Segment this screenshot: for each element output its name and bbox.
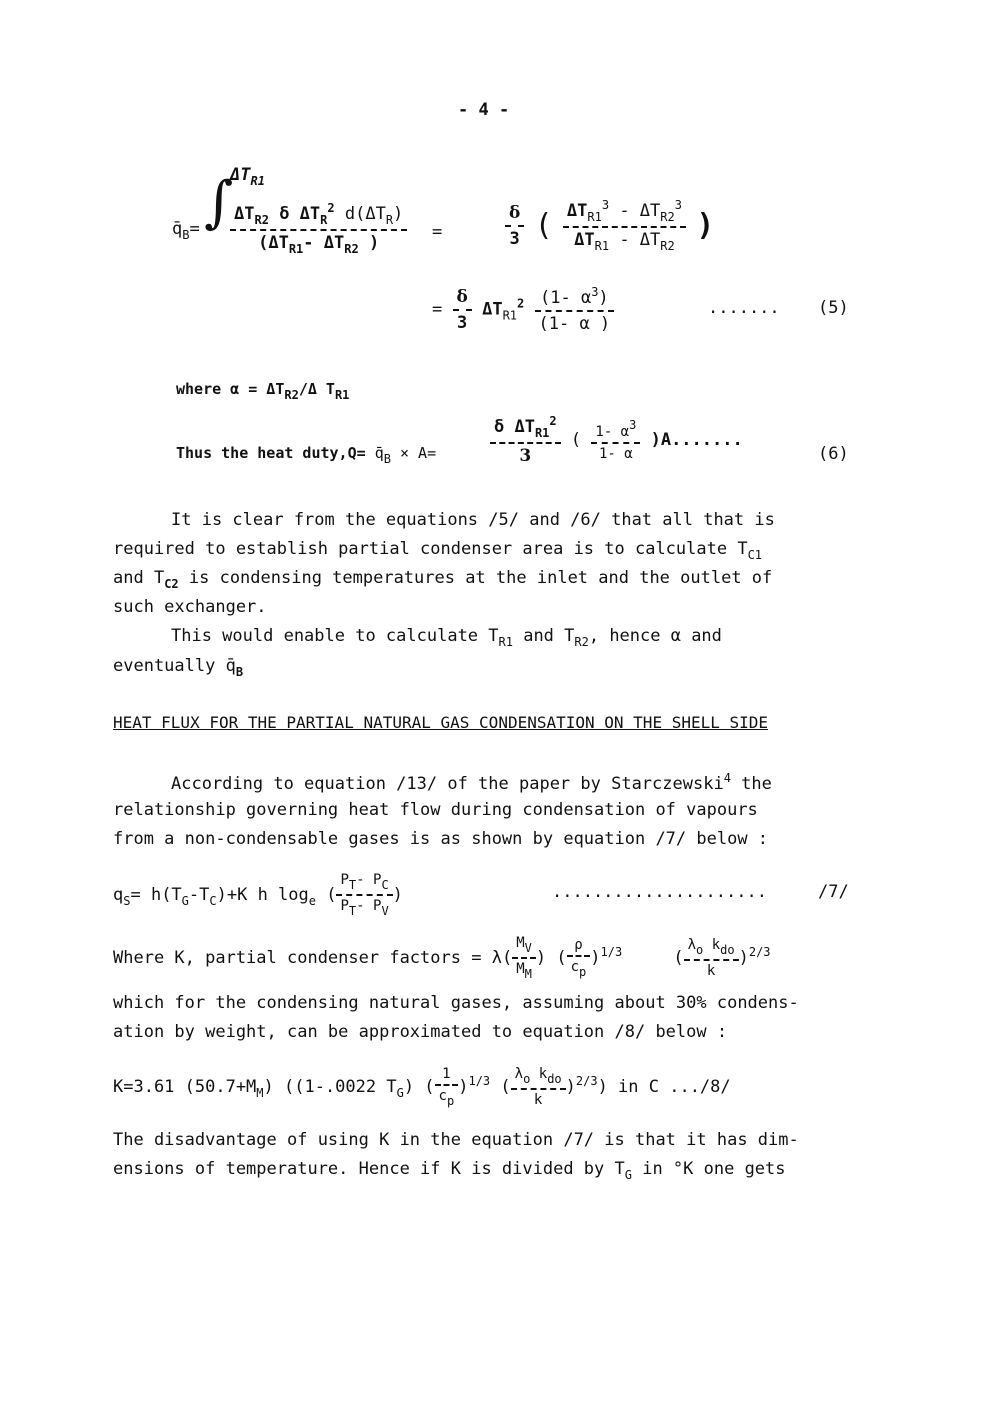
para1-line6: eventually $q̄_B$ [113, 656, 244, 679]
para1-line1: It is clear from the equations /5/ and /6/ that all that is [171, 510, 775, 530]
eq5-lhs-fraction: $\Delta T_{R2}$ δ $\Delta T_R^2$ $d(\Delta T_R)$ ($\Delta T_{R1}-$ $\Delta T_{R2}$ ) [230, 201, 407, 256]
integral-sign: ∫ [204, 170, 234, 235]
para2-line1: According to equation /13/ of the paper by Starczewski$^4$ the [171, 771, 772, 794]
para3-line1: which for the condensing natural gases, assuming about 30% condens- [113, 993, 799, 1013]
equation-7: $q_S= h(T_G-T_C)+K$ h $\log_e$ ( $\frac{PT- PC}{PT- PV}$ ) [113, 872, 403, 918]
para2-line2: relationship governing heat flow during condensation of vapours [113, 800, 758, 820]
para1-line3: and $T_{C2}$ is condensing temperatures at the inlet and the outlet of [113, 568, 773, 591]
eq7-dots: ..................... [552, 882, 767, 902]
para1-line4: such exchanger. [113, 597, 267, 617]
para2-line3: from a non-condensable gases is as shown by equation /7/ below : [113, 829, 769, 849]
equation-6-prefix: Thus the heat duty,Q= $q̄_B \times A=$ [176, 444, 437, 466]
para4-line1: The disadvantage of using K in the equation /7/ is that it has dim- [113, 1130, 799, 1150]
section-heading: HEAT FLUX FOR THE PARTIAL NATURAL GAS CONDENSATION ON THE SHELL SIDE [113, 713, 769, 732]
eq5-rhs2: = $\frac{\delta}{3}$ $\Delta T_{R1}^2$ $\frac{(1- \alpha^3)}{(1- \alpha )}$ [432, 285, 614, 334]
eq5-rhs1: $\frac{\delta}{3}$ ( $\frac{\Delta T_{R1}^3 - \Delta T_{R2}^3}{\Delta T_{R1} - \Delta T_{R2}}$ ) [505, 198, 714, 253]
para3-line2: ation by weight, can be approximated to equation /8/ below : [113, 1022, 728, 1042]
eq5-equals: = [432, 222, 443, 242]
para1-line2: required to establish partial condenser area is to calculate $T_{C1}$ [113, 539, 763, 562]
where-alpha: where $\alpha = \Delta T_{R2}/\Delta$ $T_{R1}$ [176, 380, 350, 402]
eq5-dots: ....... [708, 298, 780, 318]
para4-line2: ensions of temperature. Hence if K is divided by $T_G$ in °K one gets [113, 1159, 786, 1182]
page-number: - 4 - [458, 100, 510, 120]
equation-6-body: $\frac{\delta \Delta T_{R1}^2}{3}$ ( $\frac{1- \alpha 3}{1- \alpha}$ )A....... [490, 414, 743, 466]
where-k: Where K, partial condenser factors = λ( $\frac{MV}{MM}$ ) ( $\frac{\rho}{cp}$ )$^{1/3}$ ( $\frac{\text{λo kdo}}{k}$ )$^{2/3}$ [113, 935, 771, 981]
para1-line5: This would enable to calculate $T_{R1}$ and $T_{R2}$, hence α and [171, 626, 722, 649]
eq6-label: (6) [818, 444, 849, 464]
eq7-label: /7/ [818, 882, 849, 902]
equation-8: K=3.61 $(50.7+M_M)$ ((1-.0022 $T_G$) ( $\frac{1}{cp}$ )$^{1/3}$ ( $\frac{\text{λo kdo}}{k}$ )$^{2/3}$) in C .../8/ [113, 1066, 731, 1108]
eq5-label: (5) [818, 298, 849, 318]
